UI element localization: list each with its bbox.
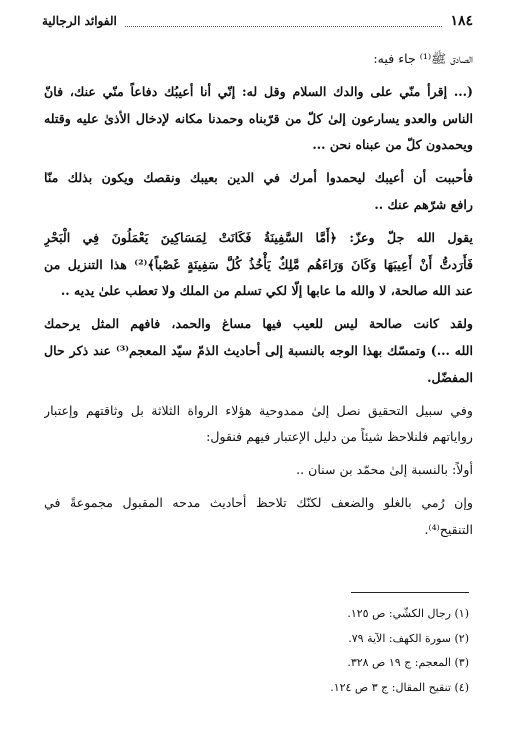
text-line: فَأَرَدتُّ أَنْ أَعِيبَهَا وَكَانَ وَرَاءَهُم مَّلِكٌ يَأْخُذُ كُلَّ سَفِينَةٍ غَصْباً﴾⁽²⁾ هذا التنزيل من <box>44 256 473 272</box>
page-header <box>42 10 473 32</box>
paragraph-quote <box>44 79 473 159</box>
header-dotted-leader <box>125 16 443 27</box>
text-line: (... إقرأ منّي على والدك السلام وقل له: إنّي أنا أعيبُك دفاعاً منّي عنك، فانّ <box>44 83 473 99</box>
paragraph-intro <box>44 46 473 73</box>
paragraph-quote <box>44 165 473 219</box>
footnotes <box>200 602 469 700</box>
paragraph <box>44 490 473 544</box>
text-line: عند الله صالحة، لا والله ما عابها إلّا لكي تسلم من الملك ولا تعطب علىٰ يديه .. <box>60 283 473 299</box>
text-line: الله ...) وتمسّك بهذا الوجه بالنسبة إلى أحاديث الذمّ سيّد المعجم⁽³⁾ عند ذكر حال <box>44 342 473 358</box>
footnote: (١) رجال الكشّي: ص ١٢٥. <box>347 607 469 620</box>
text-line: التنقيح⁽⁴⁾. <box>424 521 473 537</box>
footnote: (٤) تنقيح المقال: ج ٣ ص ١٢٤. <box>330 680 469 694</box>
text-line: المفضّل. <box>427 369 473 385</box>
text-line: ويحمدون كلّ من عبناه نحن ... <box>312 137 473 153</box>
text-line: أولاً: بالنسبة إلىٰ محمّد بن سنان .. <box>296 462 473 478</box>
footnote: (٣) المعجم: ج ١٩ ص ٣٢٨. <box>347 656 469 669</box>
paragraph-quran <box>44 225 473 305</box>
text-line: يقول الله جلّ وعزّ: ﴿أَمَّا السَّفِينَةُ فَكَانَتْ لِمَسَاكِينَ يَعْمَلُونَ فِي الْبَحْرِ <box>44 229 473 245</box>
main-text <box>44 46 473 550</box>
running-title: الفوائد الرجالية <box>42 14 117 28</box>
text-line: الناس والعدو يسارعون إلىٰ كلّ من قرّبناه وحمدنا مكانه لإدخال الأذىٰ عليه وقتله <box>44 110 473 126</box>
text-line: وفي سبيل التحقيق نصل إلىٰ ممدوحية هؤلاء الرواة الثلاثة بل وثاقتهم وإعتبار <box>44 402 473 418</box>
paragraph-heading <box>44 457 473 484</box>
text-line: رواياتهم فلنلاحظ شيئاً من دليل الإعتبار فيهم فنقول: <box>206 429 473 445</box>
text-line: ولقد كانت صالحة ليس للعيب فيها مساغ والحمد، فافهم المثل يرحمك <box>44 316 473 332</box>
footnote: (٢) سورة الكهف: الآية ٧٩. <box>348 631 469 645</box>
page-number: ١٨٤ <box>450 13 473 29</box>
paragraph-quote <box>44 311 473 391</box>
text-line: فأحببت أن أعيبك ليحمدوا أمرك في الدين بعيبك ونقصك ويكون بذلك منّا <box>44 170 473 186</box>
text-line: رافع شرّهم عنك .. <box>374 196 473 212</box>
text-line: وإن رُمي بالغلو والضعف لكنّك تلاحظ أحاديث مدحه المقبول مجموعةً في <box>44 494 473 510</box>
text-line: الصادق ﷺ⁽¹⁾ جاء فيه: <box>373 51 473 66</box>
paragraph <box>44 398 473 452</box>
footnote-divider <box>351 592 469 593</box>
